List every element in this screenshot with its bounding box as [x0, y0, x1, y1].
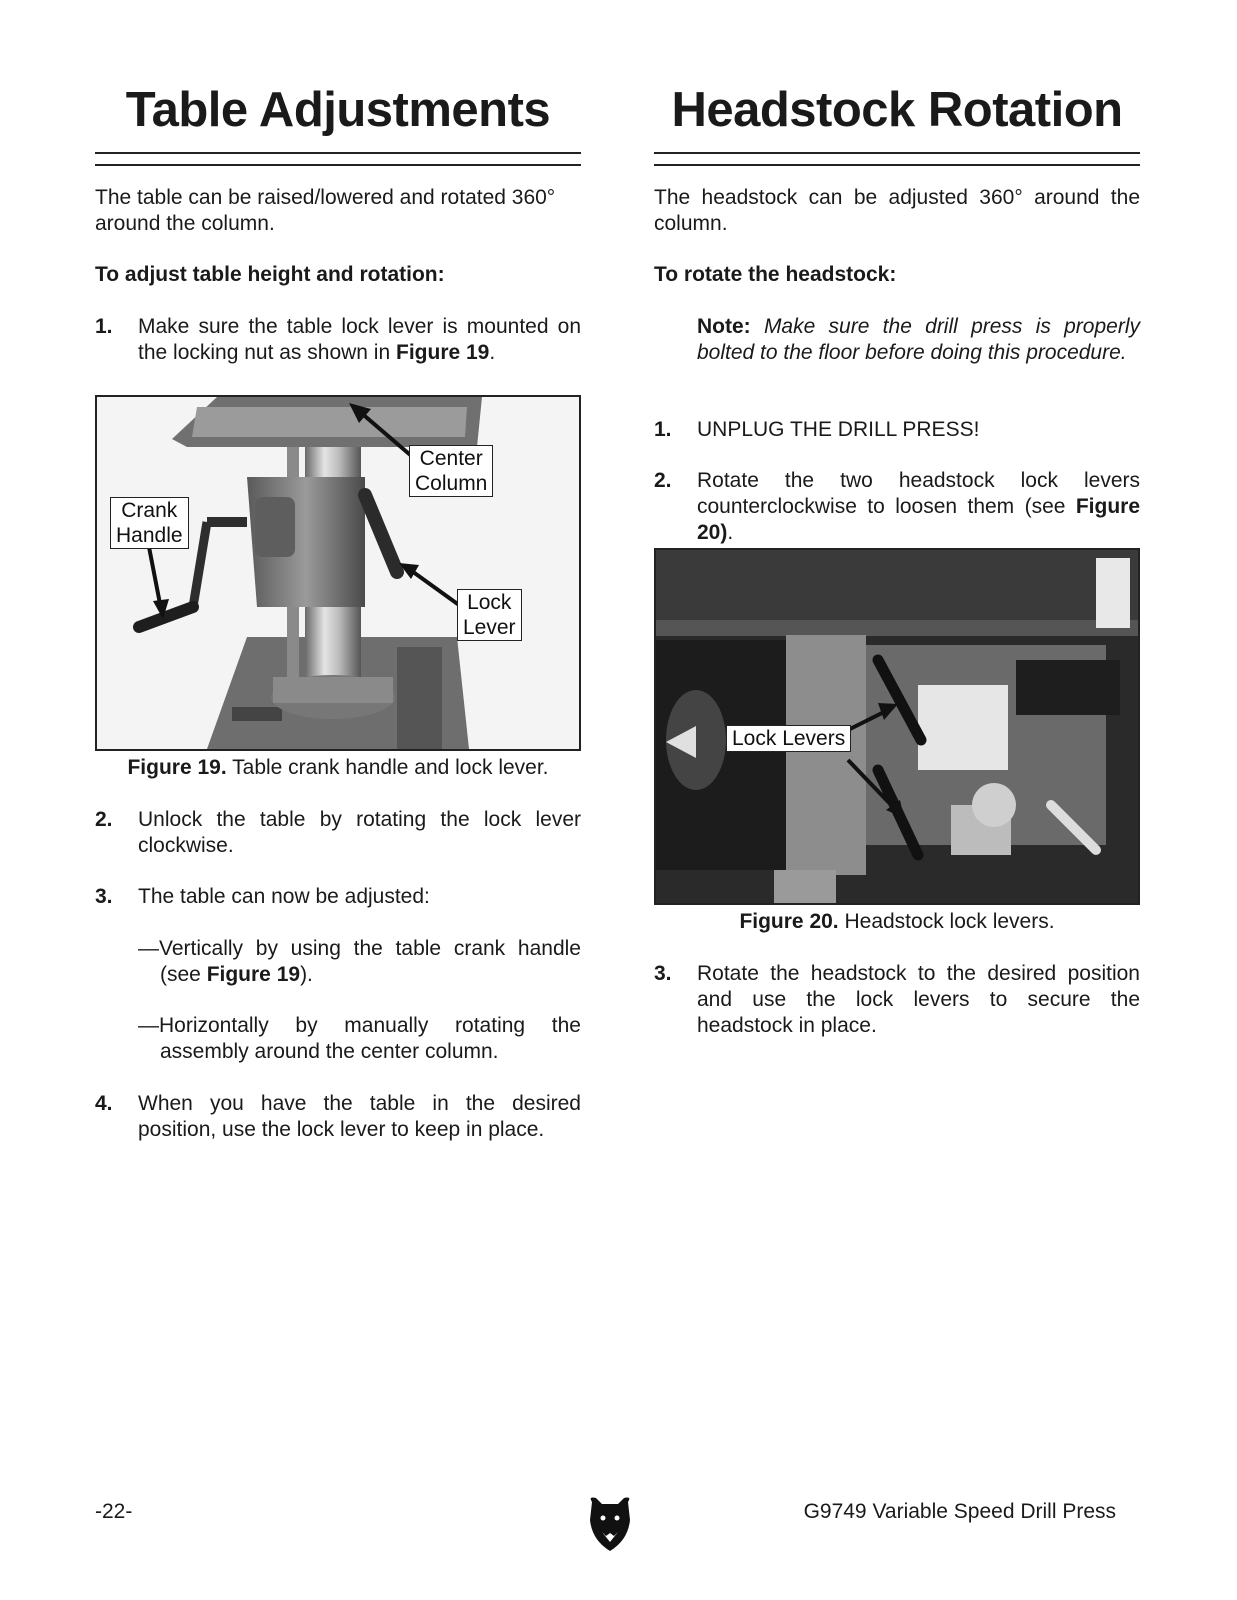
page-number: -22- [95, 1500, 133, 1523]
step-text: When you have the table in the desired position, use the lock lever to keep in place. [138, 1092, 581, 1141]
title-rule-top [654, 152, 1140, 154]
step-text: Unlock the table by rotating the lock lever clockwise. [138, 808, 581, 857]
callout-line: Handle [116, 524, 183, 547]
section-title-headstock-rotation: Headstock Rotation [671, 83, 1123, 137]
step-number: 2. [654, 469, 672, 492]
bullet-text-b: ). [300, 963, 313, 986]
step-number: 3. [654, 962, 672, 985]
bullet-text-a: —Vertically by using the table crank handle (see [138, 937, 581, 986]
figure-ref: Figure 20) [697, 495, 1140, 544]
step-text [138, 314, 581, 366]
bullet-vertical [138, 936, 581, 988]
callout-lock-levers: Lock Levers [726, 725, 851, 752]
callout-line: Center [419, 447, 483, 470]
step-text: The table can now be adjusted: [138, 885, 430, 908]
title-rule-top [95, 152, 581, 154]
step-text: Rotate the headstock to the desired position and use the lock levers to secure the headstock in place. [697, 962, 1140, 1037]
step-number: 1. [654, 418, 672, 441]
grizzly-bear-logo-icon [588, 1496, 632, 1552]
step-text-a: Make sure the table lock lever is mounted on the locking nut as shown in [138, 315, 581, 364]
title-rule-bottom [95, 164, 581, 166]
callout-center-column [409, 445, 493, 497]
bullet-horizontal [138, 1013, 581, 1065]
figure-ref: Figure 19 [396, 341, 490, 364]
step-text-a: Rotate the two headstock lock levers counterclockwise to loosen them (see [697, 469, 1140, 518]
figure-20-photo [654, 548, 1140, 905]
callout-lock-lever [457, 589, 522, 641]
figure-19-photo [95, 395, 581, 751]
step-text [697, 468, 1140, 546]
bullet-text: —Horizontally by manually rotating the assembly around the center column. [138, 1014, 581, 1063]
step-text-b: . [489, 341, 496, 364]
caption-text: Headstock lock levers. [838, 910, 1055, 933]
callout-line: Lock [467, 591, 512, 614]
drill-press-table-illustration [97, 397, 579, 749]
step-number: 3. [95, 885, 113, 908]
step-number: 1. [95, 315, 113, 338]
step-number: 2. [95, 808, 113, 831]
step-text-b: . [727, 521, 734, 544]
note-label: Note: [697, 315, 751, 338]
intro-paragraph: The table can be raised/lowered and rotated 360° around the column. [95, 186, 556, 235]
step-text: UNPLUG THE DRILL PRESS! [697, 418, 980, 441]
title-rule-bottom [654, 164, 1140, 166]
figure-19-caption [95, 755, 581, 781]
caption-text: Table crank handle and lock lever. [226, 756, 549, 779]
intro-paragraph: The headstock can be adjusted 360° around the column. [654, 186, 1140, 235]
callout-crank-handle [110, 497, 189, 549]
manual-title: G9749 Variable Speed Drill Press [803, 1500, 1116, 1523]
figure-20-caption [654, 909, 1140, 935]
note-text: Make sure the drill press is properly bolted to the floor before doing this procedure. [697, 315, 1140, 364]
step-number: 4. [95, 1092, 113, 1115]
subheading: To rotate the headstock: [654, 263, 897, 286]
note-block [697, 314, 1140, 366]
subheading: To adjust table height and rotation: [95, 263, 445, 286]
callout-line: Column [415, 472, 488, 495]
callout-line: Lever [463, 616, 516, 639]
caption-label: Figure 20. [739, 910, 839, 933]
caption-label: Figure 19. [127, 756, 227, 779]
figure-ref: Figure 19 [206, 963, 301, 986]
callout-line: Crank [121, 499, 178, 522]
section-title-table-adjustments: Table Adjustments [125, 83, 551, 137]
